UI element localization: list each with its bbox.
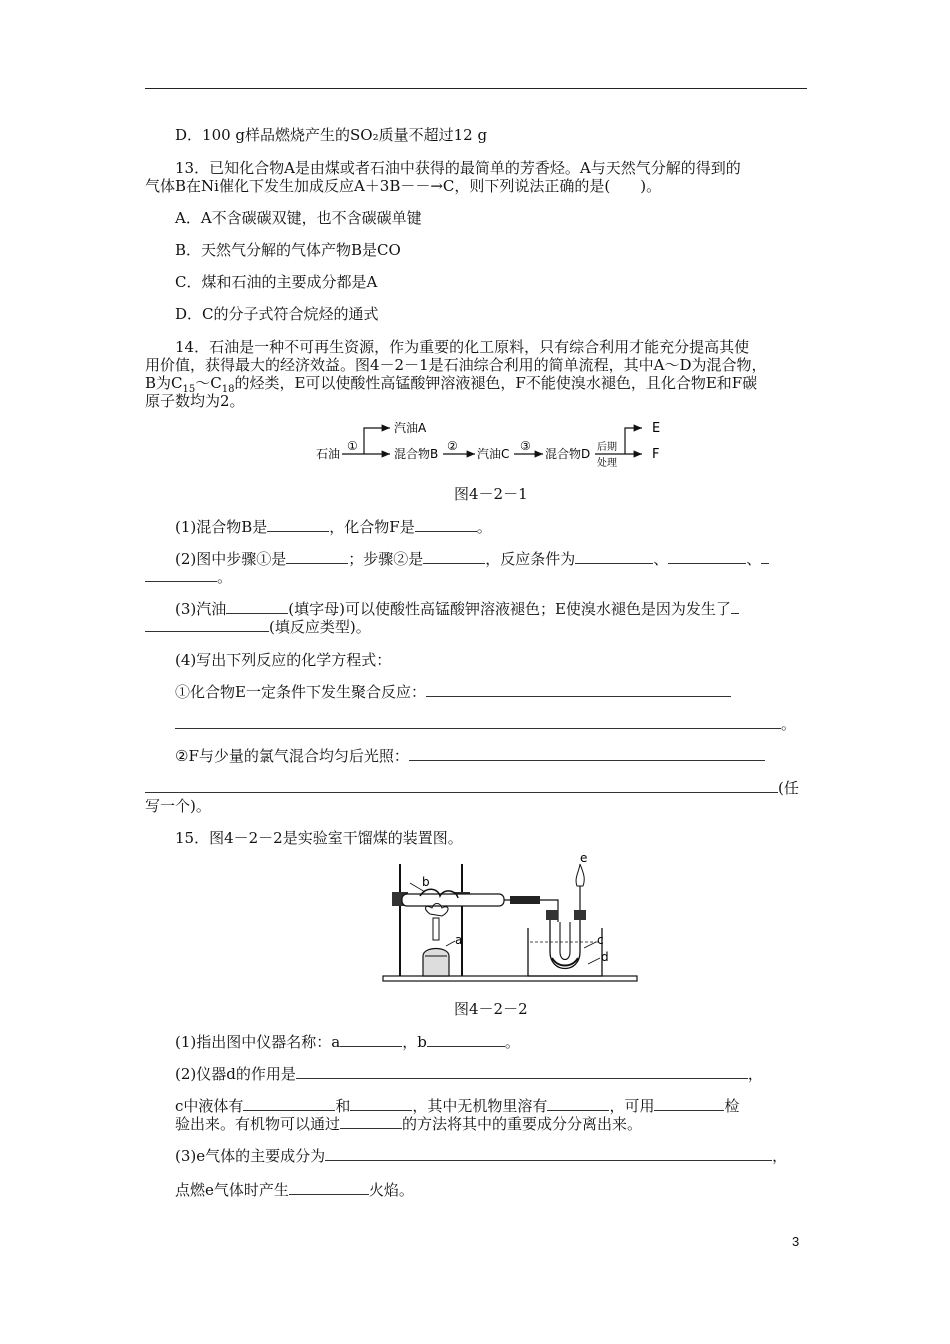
fig-4-2-2-caption: 图4－2－2 [454, 1000, 528, 1018]
stopper-left [546, 910, 558, 920]
flow-post-2: 处理 [597, 458, 617, 469]
q14-stem-line2: 用价值，获得最大的经济效益。图4－2－1是石油综合利用的简单流程，其中A～D为混合物， [145, 356, 767, 374]
q14-part1: (1)混合物B是 ，化合物F是 。 [175, 518, 492, 536]
flow-arrow-e [625, 428, 642, 454]
q14-part2: (2)图中步骤①是 ；步骤②是 ，反应条件为 、 、 [175, 549, 769, 569]
q14-stem-line4: 原子数均为2。 [145, 392, 245, 410]
flow-e: E [652, 421, 661, 436]
answer-blank[interactable] [325, 1146, 772, 1161]
flow-step3: ③ [520, 439, 531, 453]
answer-blank[interactable] [243, 1096, 335, 1111]
answer-blank[interactable] [668, 549, 746, 564]
q14-part4: (4)写出下列反应的化学方程式： [175, 651, 392, 669]
answer-blank[interactable] [423, 549, 485, 564]
stopper-right [574, 910, 586, 920]
q15-part1: (1)指出图中仪器名称：a ，b 。 [175, 1033, 520, 1051]
answer-blank[interactable] [575, 549, 653, 564]
answer-blank[interactable] [296, 1064, 748, 1079]
q15-part2: (2)仪器d的作用是 ， [175, 1065, 763, 1083]
flow-gas-c: 汽油C [477, 447, 510, 461]
q15-stem: 15．图4－2－2是实验室干馏煤的装置图。 [175, 829, 463, 847]
answer-blank[interactable] [350, 1096, 412, 1111]
answer-blank[interactable] [547, 1096, 609, 1111]
q14-part4b: ②F与少量的氯气混合均匀后光照： [175, 746, 765, 766]
base-plate [383, 976, 637, 981]
hard-glass-tube [402, 894, 504, 906]
answer-blank[interactable] [427, 1032, 505, 1047]
label-e: e [580, 852, 588, 865]
answer-blank[interactable] [145, 567, 217, 582]
answer-blank[interactable] [286, 549, 348, 564]
flow-f: F [652, 447, 660, 462]
u-tube-inner [560, 922, 570, 960]
answer-blank[interactable] [226, 599, 288, 614]
q13-option-c: C．煤和石油的主要成分都是A [175, 273, 378, 291]
flow-step2: ② [447, 439, 458, 453]
coal-distillation-apparatus [380, 852, 640, 987]
label-c: c [597, 933, 604, 947]
q13-stem-line1: 13．已知化合物A是由煤或者石油中获得的最简单的芳香烃。A与天然气分解的得到的 [175, 159, 741, 177]
q14-part4b-cont: (任 [145, 778, 799, 798]
q15-part2-line3: 验出来。有机物可以通过 的方法将其中的重要成分分离出来。 [175, 1115, 643, 1133]
answer-blank[interactable] [761, 549, 769, 564]
alcohol-burner-base [423, 949, 449, 977]
rubber-tube [510, 896, 540, 904]
answer-blank[interactable] [340, 1114, 402, 1129]
q14-part2-cont: 。 [145, 567, 232, 587]
q14-part4a: ①化合物E一定条件下发生聚合反应： [175, 682, 731, 702]
flow-diagram [300, 410, 680, 470]
answer-blank[interactable] [731, 599, 739, 614]
q14-part4a-cont: 。 [175, 714, 796, 734]
burner-tube [433, 918, 439, 940]
q14-part3-cont: (填反应类型)。 [145, 617, 371, 637]
answer-blank[interactable] [340, 1032, 402, 1047]
q13-option-b: B．天然气分解的气体产物B是CO [175, 241, 401, 259]
label-b: b [422, 875, 430, 889]
q13-stem-line2: 气体B在Ni催化下发生加成反应A＋3B－－→C，则下列说法正确的是( )。 [145, 177, 662, 195]
answer-blank[interactable] [145, 778, 778, 793]
fig-4-2-1-caption: 图4－2－1 [454, 485, 528, 503]
answer-blank[interactable] [654, 1096, 724, 1111]
q13-option-a: A．A不含碳碳双键，也不含碳碳单键 [175, 209, 422, 227]
flow-oil: 石油 [316, 447, 341, 461]
answer-blank[interactable] [175, 714, 781, 729]
flow-gasoline-a: 汽油A [394, 421, 427, 435]
answer-blank[interactable] [145, 617, 269, 632]
answer-blank[interactable] [415, 517, 477, 532]
q13-option-d: D．C的分子式符合烷烃的通式 [175, 305, 379, 323]
header-rule [145, 88, 807, 89]
flow-arrow-up [364, 428, 390, 454]
answer-blank[interactable] [289, 1180, 369, 1195]
q14-stem-line1: 14．石油是一种不可再生资源，作为重要的化工原料，只有综合利用才能充分提高其使 [175, 338, 750, 356]
q15-part3: (3)e气体的主要成分为 ， [175, 1147, 788, 1165]
flow-step1: ① [347, 439, 358, 453]
flow-mix-b: 混合物B [394, 447, 439, 461]
answer-blank[interactable] [267, 517, 329, 532]
q12-option-d: D．100 g样品燃烧产生的SO₂质量不超过12 g [175, 126, 488, 144]
q15-part2-line2: c中液体有 和 ，其中无机物里溶有 ，可用 检 [175, 1097, 740, 1115]
q15-part3-line2: 点燃e气体时产生 火焰。 [175, 1181, 414, 1199]
gas-flame [576, 864, 584, 886]
page-number: 3 [792, 1234, 800, 1249]
label-a: a [455, 933, 463, 947]
answer-blank[interactable] [426, 682, 731, 697]
flow-mix-d: 混合物D [545, 447, 591, 461]
flow-post-1: 后期 [597, 442, 617, 453]
q14-part4b-end: 写一个)。 [145, 797, 211, 815]
q14-part3: (3)汽油 (填字母)可以使酸性高锰酸钾溶液褪色；E使溴水褪色是因为发生了 [175, 599, 739, 619]
q14-stem-line3: B为$C_{15}\sim C_{18}$的烃类，E可以使酸性高锰酸钾溶液褪色，F不能使溴水褪色，且化合物E和F碳 [145, 374, 758, 395]
label-d: d [601, 950, 609, 964]
answer-blank[interactable] [409, 746, 765, 761]
